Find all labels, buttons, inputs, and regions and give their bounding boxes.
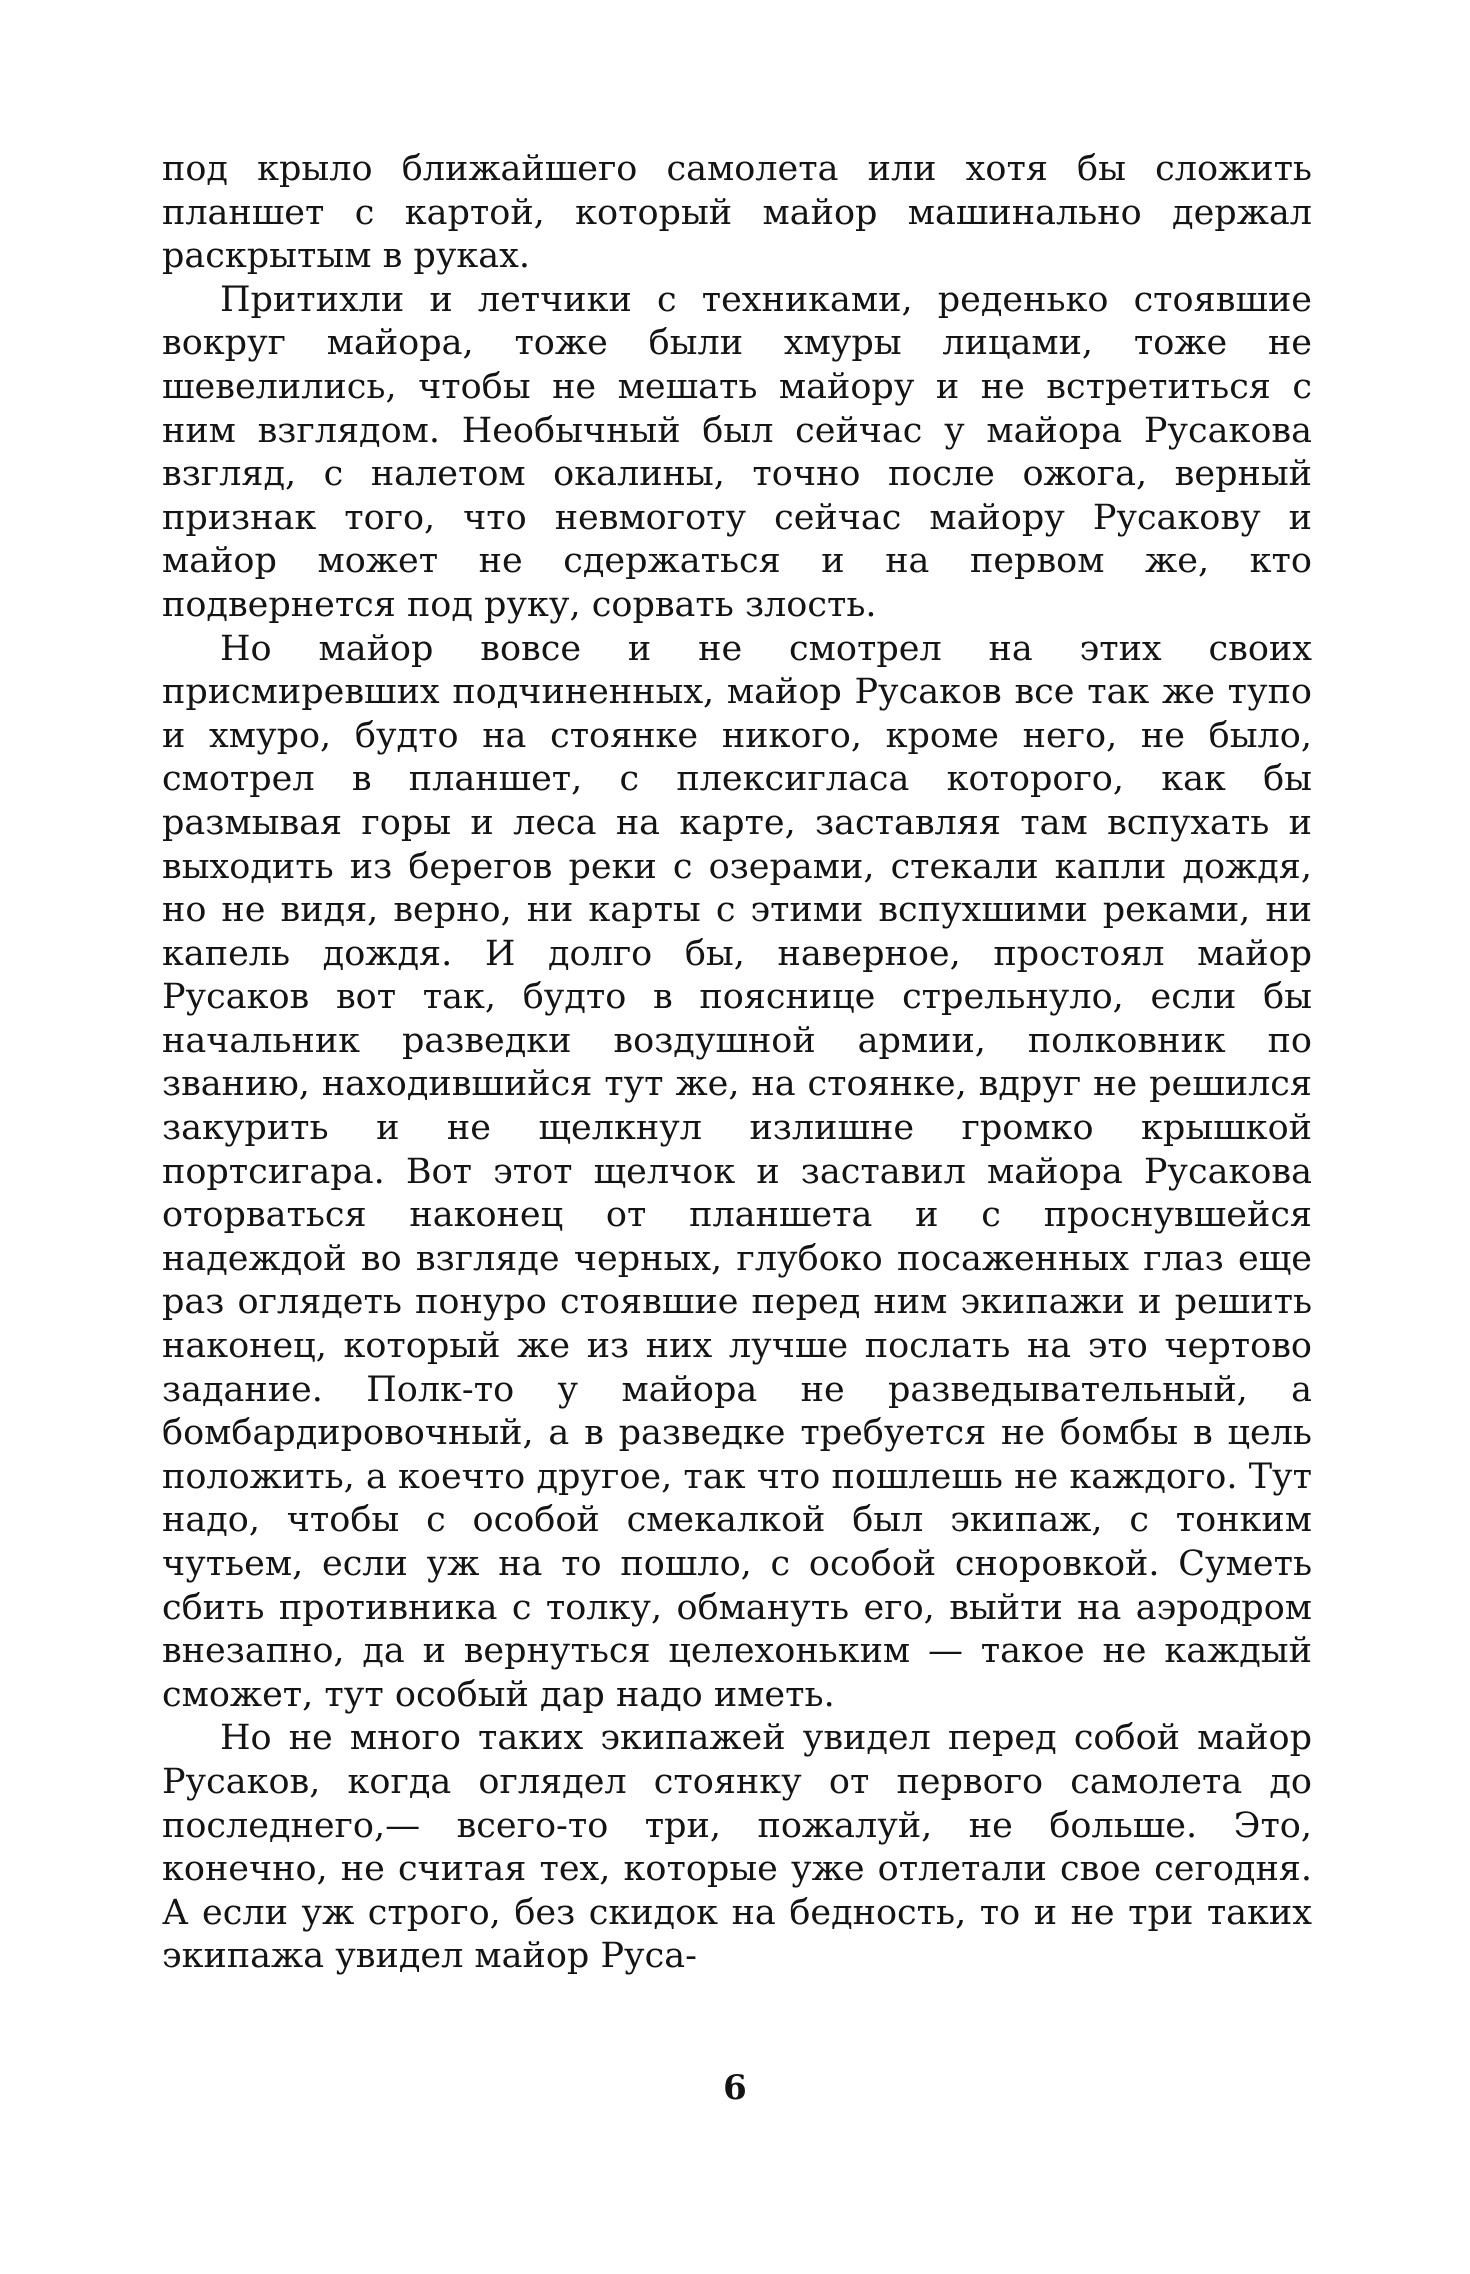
body-text [162, 148, 1312, 1979]
paragraph: Притихли и летчики с техниками, реденько стоявшие вокруг майора, тоже были хмуры лицами, тоже не шевелились, чтобы не мешать майору и не встретиться с ним взглядом. Необычный был сейчас у майора Русакова взгляд, с налетом окалины, точно после ожога, верный признак того, что невмоготу сейчас майору Русакову и майор может не сдержаться и на первом же, кто подвернется под руку, сорвать злость. [162, 279, 1312, 625]
paragraph-continuation: под крыло ближайшего самолета или хотя бы сложить планшет с картой, который майор машинально держал раскрытым в руках. [162, 149, 1312, 277]
paragraph: Но не много таких экипажей увидел перед собой майор Русаков, когда оглядел стоянку от первого самолета до последнего,— всего-то три, пожалуй, не больше. Это, конечно, не считая тех, которые уже отлетали свое сегодня. А если уж строго, без скидок на бедность, то и не три таких экипажа увидел майор Руса- [162, 1718, 1312, 1977]
page-number: 6 [723, 2068, 747, 2108]
paragraph: Но майор вовсе и не смотрел на этих своих присмиревших подчиненных, майор Русаков все так же тупо и хмуро, будто на стоянке никого, кроме него, не было, смотрел в планшет, с плексигласа которого, как бы размывая горы и леса на карте, заставляя там вспухать и выходить из берегов реки с озерами, стекали капли дождя, но не видя, верно, ни карты с этими вспухшими реками, ни капель дождя. И долго бы, наверное, простоял майор Русаков вот так, будто в пояснице стрельнуло, если бы начальник разведки воздушной армии, полковник по званию, находившийся тут же, на стоянке, вдруг не решился закурить и не щелкнул излишне громко крышкой портсигара. Вот этот щелчок и заставил майора Русакова оторваться наконец от планшета и с проснувшейся надеждой во взгляде черных, глубоко посаженных глаз еще раз оглядеть понуро стоявшие перед ним экипажи и решить наконец, который же из них лучше послать на это чертово задание. Полк-то у майора не разведывательный, а бомбардировочный, а в разведке требуется не бомбы в цель положить, а коечто другое, так что пошлешь не каждого. Тут надо, чтобы с особой смекалкой был экипаж, с тонким чутьем, если уж на то пошло, с особой сноровкой. Суметь сбить противника с толку, обмануть его, выйти на аэродром внезапно, да и вернуться целехоньким — такое не каждый сможет, тут особый дар надо иметь. [162, 628, 1312, 1715]
